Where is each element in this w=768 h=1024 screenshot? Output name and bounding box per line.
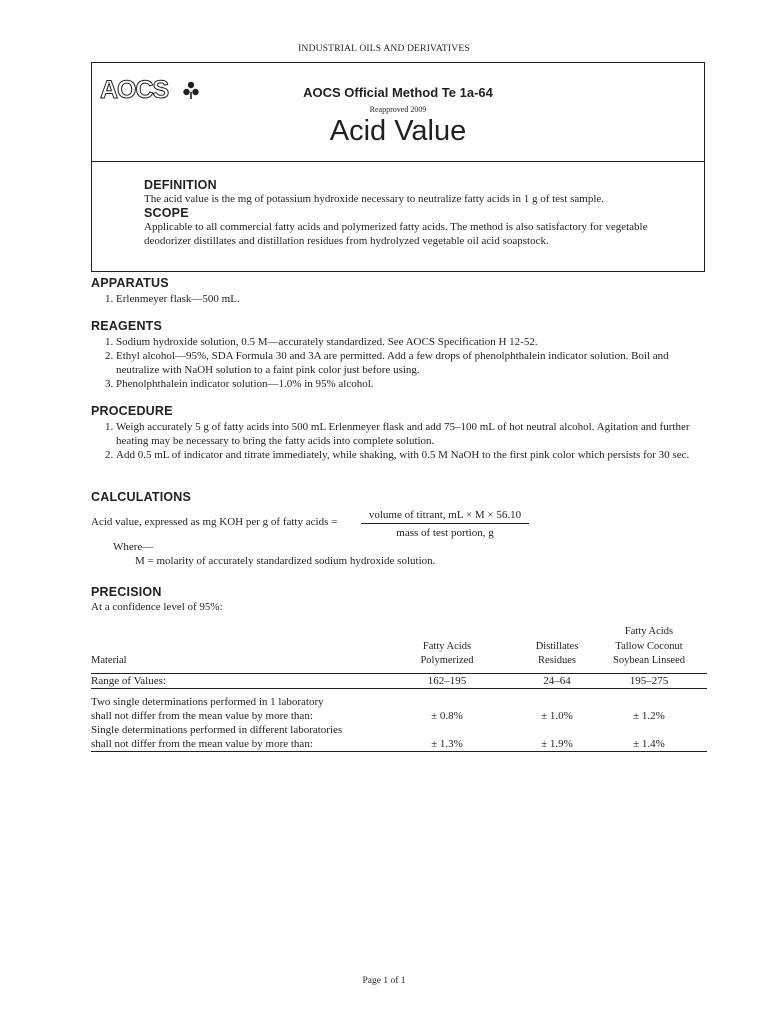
reagents-heading: REAGENTS bbox=[91, 319, 163, 333]
calculations-section bbox=[91, 490, 711, 504]
page-title: Acid Value bbox=[329, 115, 467, 147]
where-label: Where— bbox=[113, 541, 154, 553]
column-header-fatty-acids: Fatty Acids Tallow Coconut Soybean Linseed bbox=[591, 625, 707, 673]
column-header-material: Material bbox=[91, 625, 371, 673]
acid-value-formula bbox=[91, 509, 711, 543]
formula-fraction bbox=[361, 509, 529, 539]
list-item: 2. Add 0.5 mL of indicator and titrate immediately, while shaking, with 0.5 M NaOH to the first pink color which persists for 30 sec. bbox=[116, 448, 711, 462]
scope-text: Applicable to all commercial fatty acids and polymerized fatty acids. The method is also satisfactory for vegetable deodorizer distillates and distillation residues from hydrolyzed vegetable oil acid soapstock. bbox=[144, 221, 648, 247]
definition-text: The acid value is the mg of potassium hydroxide necessary to neutralize fatty acids in 1 g of test sample. bbox=[144, 193, 605, 205]
column-header-distillates: Distillates Residues bbox=[523, 625, 591, 673]
precision-section bbox=[91, 585, 711, 614]
running-head: INDUSTRIAL OILS AND DERIVATIVES bbox=[298, 44, 470, 54]
table-header-row bbox=[91, 625, 707, 673]
table-row: Single determinations performed in different laboratories shall not differ from the mean value by more than: ± 1.3% ± 1.9% ± 1.4% bbox=[91, 723, 707, 752]
list-item: 3. Phenolphthalein indicator solution—1.0% in 95% alcohol. bbox=[116, 377, 711, 391]
definition-heading: DEFINITION bbox=[144, 178, 217, 192]
method-number: AOCS Official Method Te 1a-64 bbox=[303, 85, 493, 100]
list-item: 1. Sodium hydroxide solution, 0.5 M—accurately standardized. See AOCS Specification H 12-52. bbox=[116, 335, 711, 349]
precision-heading: PRECISION bbox=[91, 585, 162, 599]
reagents-section bbox=[91, 319, 711, 391]
table-row: Two single determinations performed in 1 laboratory shall not differ from the mean value by more than: ± 0.8% ± 1.0% ± 1.2% bbox=[91, 695, 665, 722]
procedure-section bbox=[91, 404, 711, 462]
apparatus-heading: APPARATUS bbox=[91, 276, 169, 290]
apparatus-section bbox=[91, 276, 711, 306]
list-item: 1. Erlenmeyer flask—500 mL. bbox=[116, 292, 711, 306]
definition-scope-box bbox=[91, 161, 705, 272]
formula-denominator: mass of test portion, g bbox=[396, 527, 494, 539]
list-item: 2. Ethyl alcohol—95%, SDA Formula 30 and 3A are permitted. Add a few drops of phenolphthalein indicator solution. Boil and neutralize with NaOH solution to a faint pink color just before using. bbox=[116, 349, 711, 377]
column-header-polymerized: Fatty Acids Polymerized bbox=[371, 625, 523, 673]
list-item: 1. Weigh accurately 5 g of fatty acids into 500 mL Erlenmeyer flask and add 75–100 mL of hot neutral alcohol. Agitation and further heating may be necessary to bring the fatty acids into complete solution. bbox=[116, 420, 711, 448]
reapproved-date: Reapproved 2009 bbox=[369, 105, 427, 114]
scope-heading: SCOPE bbox=[144, 206, 189, 220]
where-definition: M = molarity of accurately standardized sodium hydroxide solution. bbox=[135, 555, 436, 567]
precision-intro: At a confidence level of 95%: bbox=[91, 601, 223, 613]
calculations-heading: CALCULATIONS bbox=[91, 490, 192, 504]
formula-numerator: volume of titrant, mL × M × 56.10 bbox=[361, 509, 529, 524]
page-footer: Page 1 of 1 bbox=[362, 976, 406, 986]
title-box bbox=[91, 62, 705, 162]
procedure-heading: PROCEDURE bbox=[91, 404, 173, 418]
svg-text:AOCS: AOCS bbox=[100, 76, 169, 104]
precision-table bbox=[91, 625, 707, 752]
table-row: Range of Values: 162–195 24–64 195–275 bbox=[91, 673, 707, 688]
formula-lhs: Acid value, expressed as mg KOH per g of fatty acids = bbox=[91, 516, 338, 528]
